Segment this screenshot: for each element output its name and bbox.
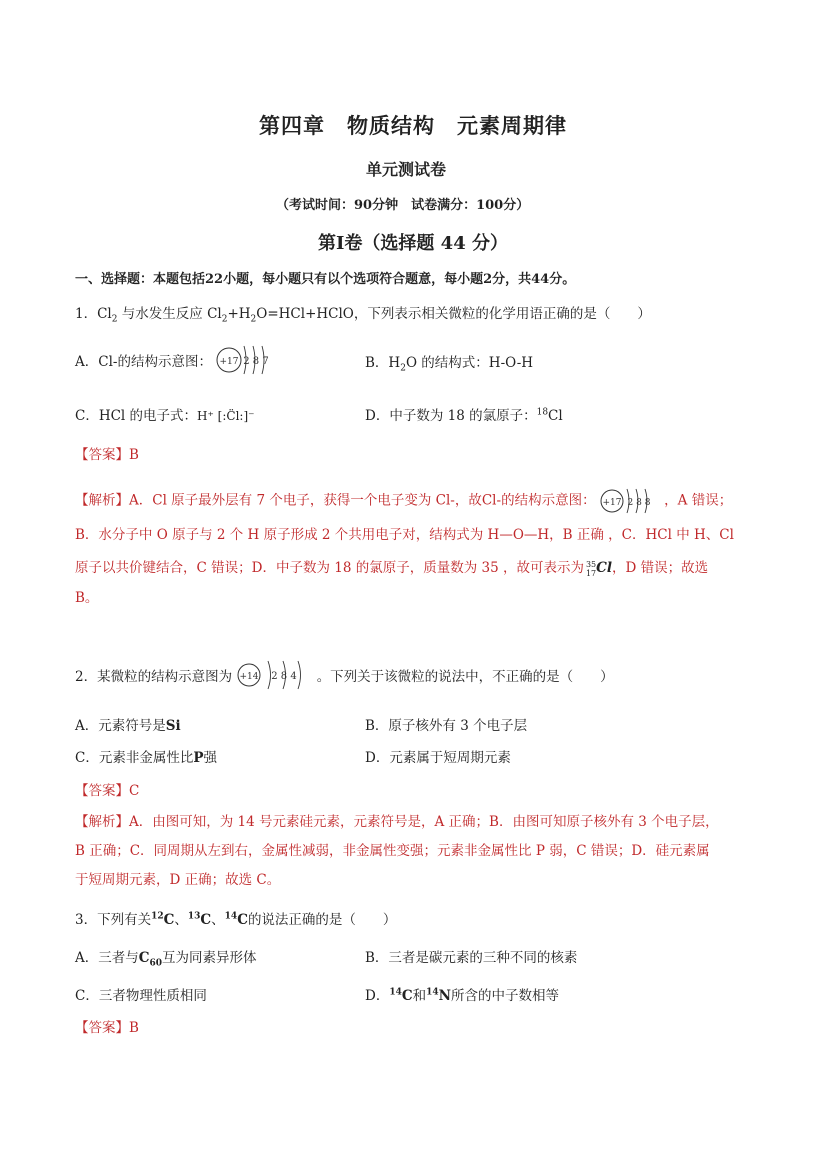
q2-option-a: A．元素符号是Si bbox=[75, 718, 181, 734]
cl-ion-structure-diagram bbox=[216, 340, 276, 380]
q1-stem: 1．$Cl_2$ 与水发生反应 $Cl_2+H_2O=HCl+HClO$，下列表示相关微粒的化学用语正确的是（ ） bbox=[75, 306, 651, 325]
chapter-title: 第四章 物质结构 元素周期律 bbox=[259, 113, 567, 138]
q1-option-d: D．中子数为 18 的氯原子：$^{18}$Cl bbox=[365, 407, 563, 424]
q3-option-a: A．三者与$C_{60}$互为同素异形体 bbox=[75, 950, 257, 969]
si-atom-structure-diagram bbox=[236, 658, 312, 692]
subtitle: 单元测试卷 bbox=[366, 160, 447, 179]
q1-option-a: A．Cl-的结构示意图： +17 2 8 7 bbox=[75, 340, 276, 380]
q1-answer: 【答案】B bbox=[75, 447, 139, 463]
q3-option-b: B．三者是碳元素的三种不同的核素 bbox=[365, 950, 578, 966]
section-heading: 一、选择题：本题包括22小题，每小题只有以个选项符合题意，每小题2分，共44分。 bbox=[75, 272, 576, 287]
q2-option-b: B．原子核外有 3 个电子层 bbox=[365, 718, 528, 734]
exam-info: （考试时间：90分钟 试卷满分：100分） bbox=[276, 198, 530, 213]
svg-text:2 8 8: 2 8 8 bbox=[627, 498, 651, 508]
q1-option-c: C．HCl 的电子式：H⁺ [:C̈l:]⁻ bbox=[75, 408, 255, 424]
q3-option-d: D．$^{14}$C和$^{14}$N所含的中子数相等 bbox=[365, 987, 559, 1004]
q3-option-c: C．三者物理性质相同 bbox=[75, 988, 207, 1004]
q2-stem: 2．某微粒的结构示意图为 +14 2 8 4 。下列关于该微粒的说法中，不正确的是（ ） bbox=[75, 658, 614, 692]
svg-text:+17: +17 bbox=[602, 498, 622, 508]
q3-stem: 3．下列有关$^{12}$C、$^{13}$C、$^{14}$C的说法正确的是（ ） bbox=[75, 911, 397, 928]
q2-analysis: 【解析】A．由图可知，为 14 号元素硅元素，元素符号是，A 正确；B．由图可知原子核外有 3 个电子层， B 正确；C．同周期从左到右，金属性减弱，非金属性变强；元素非金属性比 P 弱，C 错误；D．硅元素属 于短周期元素，D 正确；故选 C。 bbox=[75, 814, 719, 888]
q2-option-d: D．元素属于短周期元素 bbox=[365, 750, 511, 766]
svg-text:2 8 4: 2 8 4 bbox=[271, 671, 298, 682]
part-heading: 第I卷（选择题 44 分） bbox=[318, 233, 509, 254]
svg-text:+17: +17 bbox=[219, 357, 239, 367]
q1-analysis: 【解析】A．Cl 原子最外层有 7 个电子，获得一个电子变为 Cl-，故Cl-的结构示意图： +17 2 8 8 ，A 错误； B．水分子中 O 原子与 2 个 H 原子形成 2 个共用电子对，结构式为 H—O—H，B 正确 ，C．HCl 中 H、Cl 原子以共价键结合，C 错误；D．中子数为 18 的氯原子，质量数为 35 ，故可表示为 35 17 Cl，D 错误；故选 B。 bbox=[75, 486, 734, 613]
svg-text:2 8 7: 2 8 7 bbox=[243, 356, 269, 367]
svg-text:+14: +14 bbox=[239, 672, 259, 682]
q3-answer: 【答案】B bbox=[75, 1020, 139, 1036]
q1-option-b: B．$H_2O$ 的结构式：H-O-H bbox=[365, 355, 534, 374]
q2-answer: 【答案】C bbox=[75, 783, 140, 799]
cl-ion-structure-diagram-analysis bbox=[600, 486, 660, 516]
q2-option-c: C．元素非金属性比P强 bbox=[75, 750, 217, 766]
